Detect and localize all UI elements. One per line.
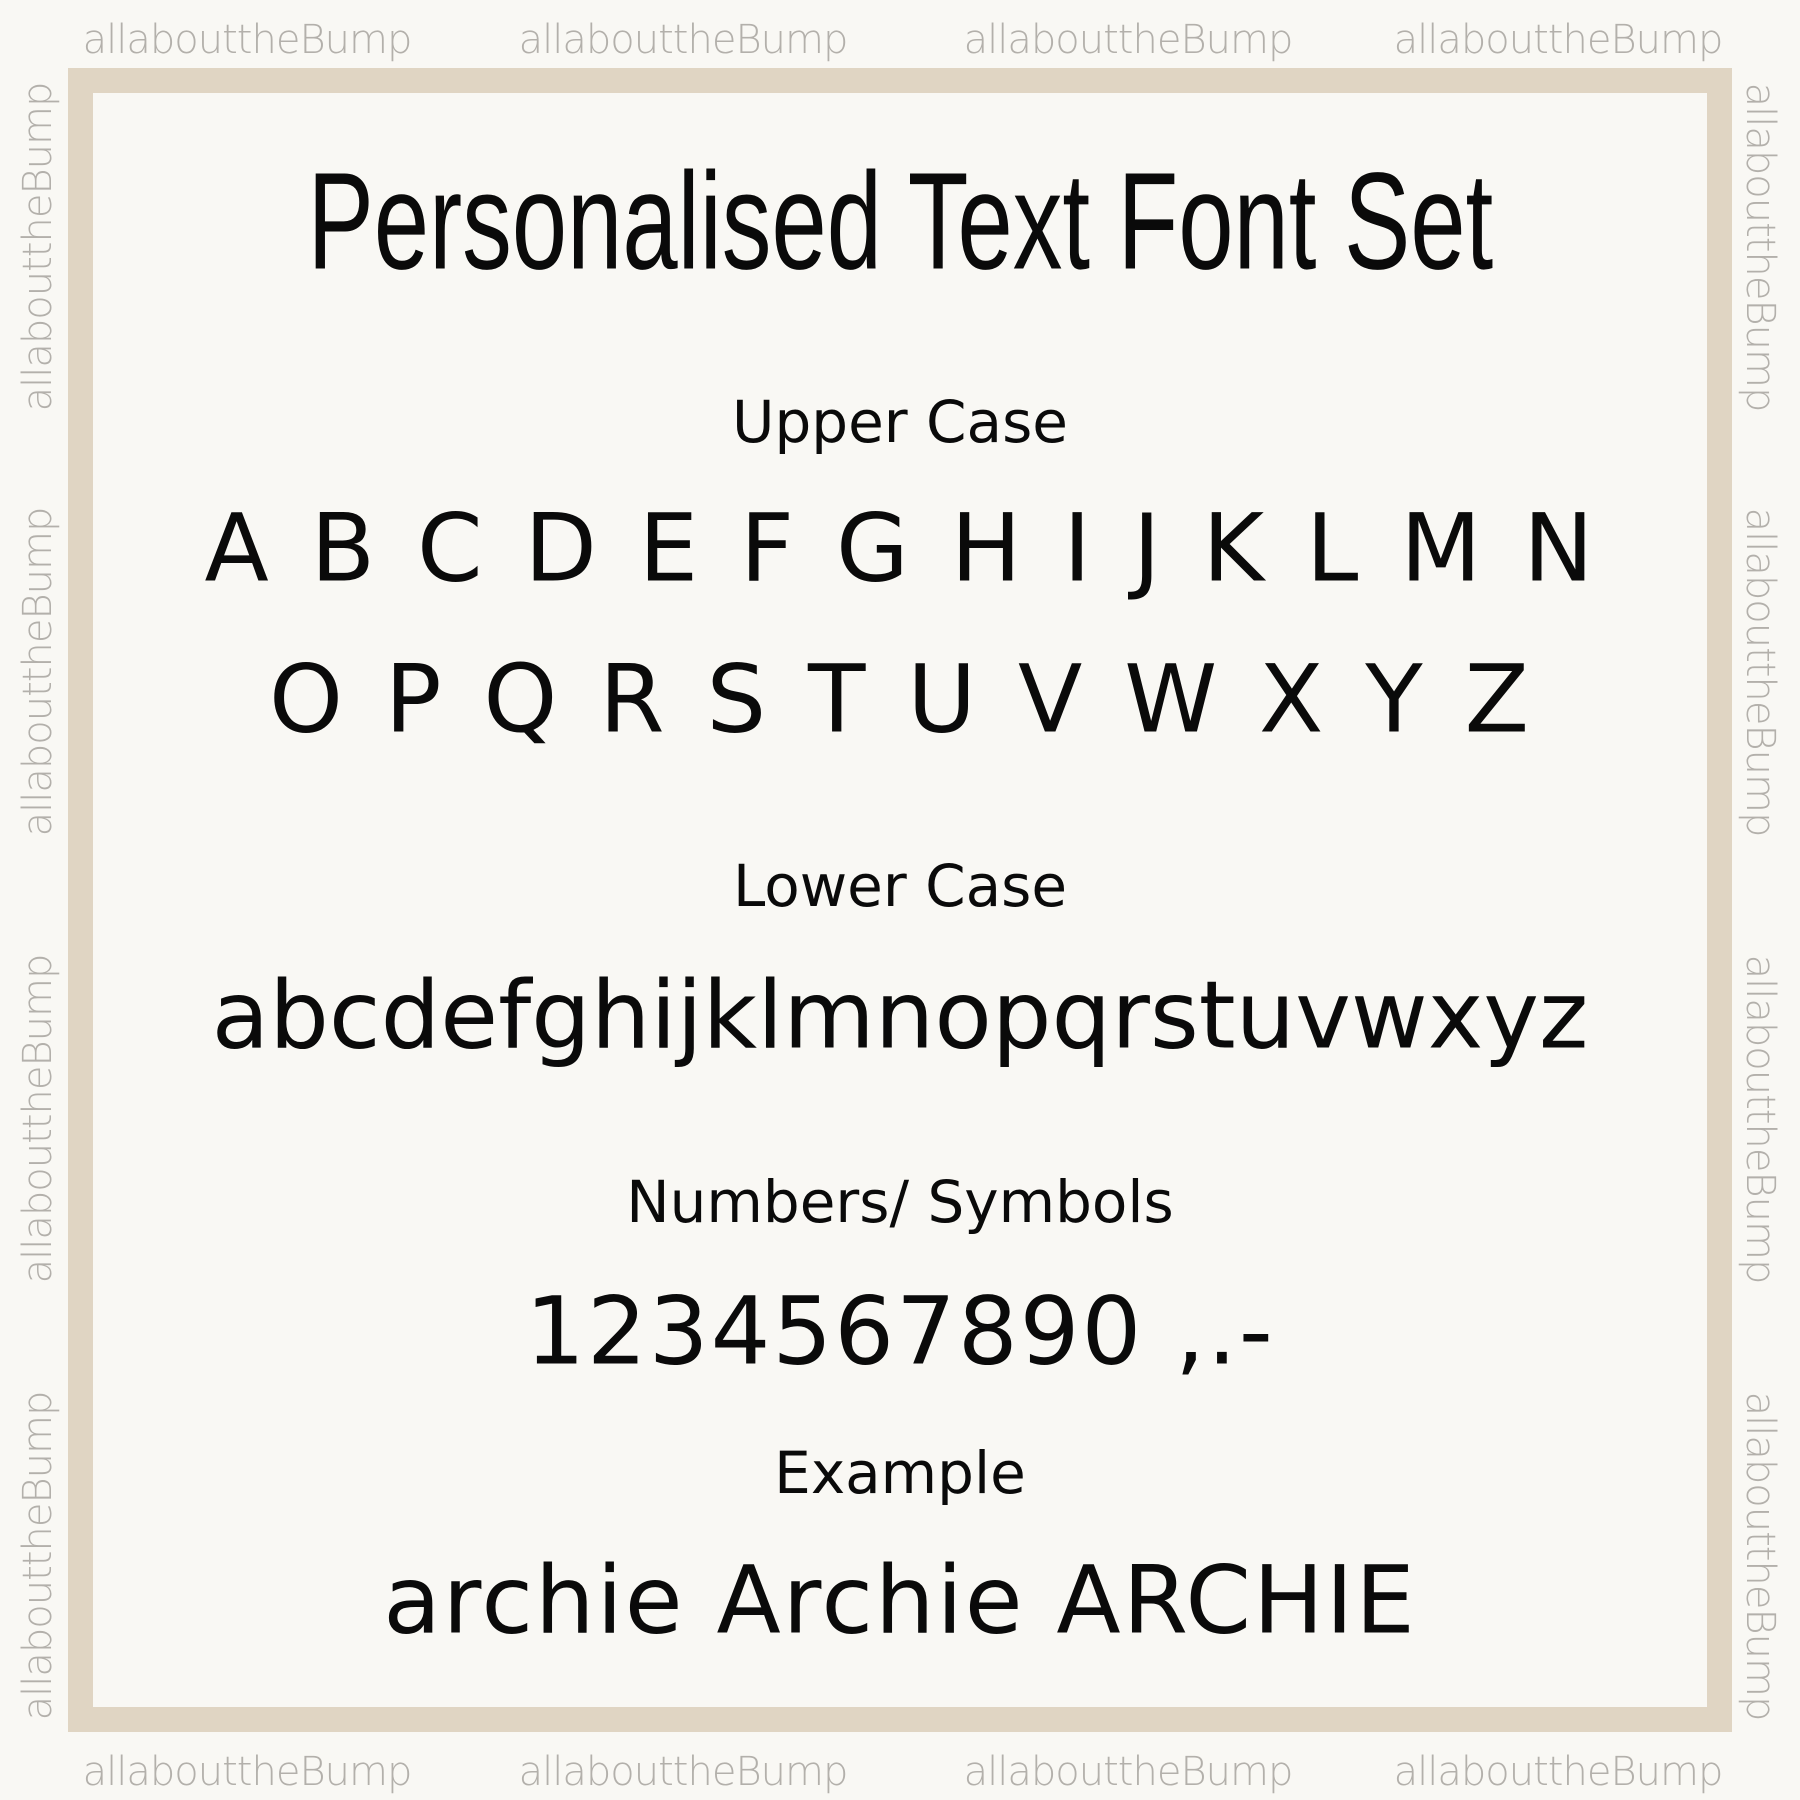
watermark-logo: allabouttheBump bbox=[963, 17, 1293, 63]
watermark-logo: allabouttheBump bbox=[82, 1749, 412, 1795]
watermark-logo: allabouttheBump bbox=[15, 507, 61, 837]
watermark-logo: allabouttheBump bbox=[1737, 82, 1783, 412]
page-title-wrap bbox=[0, 143, 1800, 302]
watermark-logo: allabouttheBump bbox=[518, 1749, 848, 1795]
watermark-logo: allabouttheBump bbox=[15, 82, 61, 412]
lower-case-heading: Lower Case bbox=[732, 852, 1068, 920]
watermark-logo: allabouttheBump bbox=[15, 954, 61, 1284]
watermark-logo: allabouttheBump bbox=[82, 17, 412, 63]
watermark-logo: allabouttheBump bbox=[1737, 507, 1783, 837]
lower-case-alphabet: abcdefghijklmnopqrstuvwxyz bbox=[211, 961, 1589, 1071]
watermark-logo: allabouttheBump bbox=[1737, 1391, 1783, 1721]
watermark-logo: allabouttheBump bbox=[15, 1391, 61, 1721]
upper-case-row-1: A B C D E F G H I J K L M N bbox=[204, 494, 1596, 604]
numbers-heading: Numbers/ Symbols bbox=[626, 1168, 1174, 1236]
watermark-logo: allabouttheBump bbox=[1393, 1749, 1723, 1795]
upper-case-heading: Upper Case bbox=[732, 388, 1068, 456]
watermark-logo: allabouttheBump bbox=[963, 1749, 1293, 1795]
watermark-logo: allabouttheBump bbox=[1393, 17, 1723, 63]
numbers-symbols: 1234567890 ,.- bbox=[525, 1277, 1275, 1387]
example-text: archie Archie ARCHIE bbox=[383, 1546, 1417, 1656]
page-title: Personalised Text Font Set bbox=[307, 144, 1493, 299]
upper-case-row-2: O P Q R S T U V W X Y Z bbox=[269, 645, 1531, 755]
watermark-logo: allabouttheBump bbox=[518, 17, 848, 63]
example-heading: Example bbox=[774, 1439, 1026, 1507]
watermark-logo: allabouttheBump bbox=[1737, 954, 1783, 1284]
